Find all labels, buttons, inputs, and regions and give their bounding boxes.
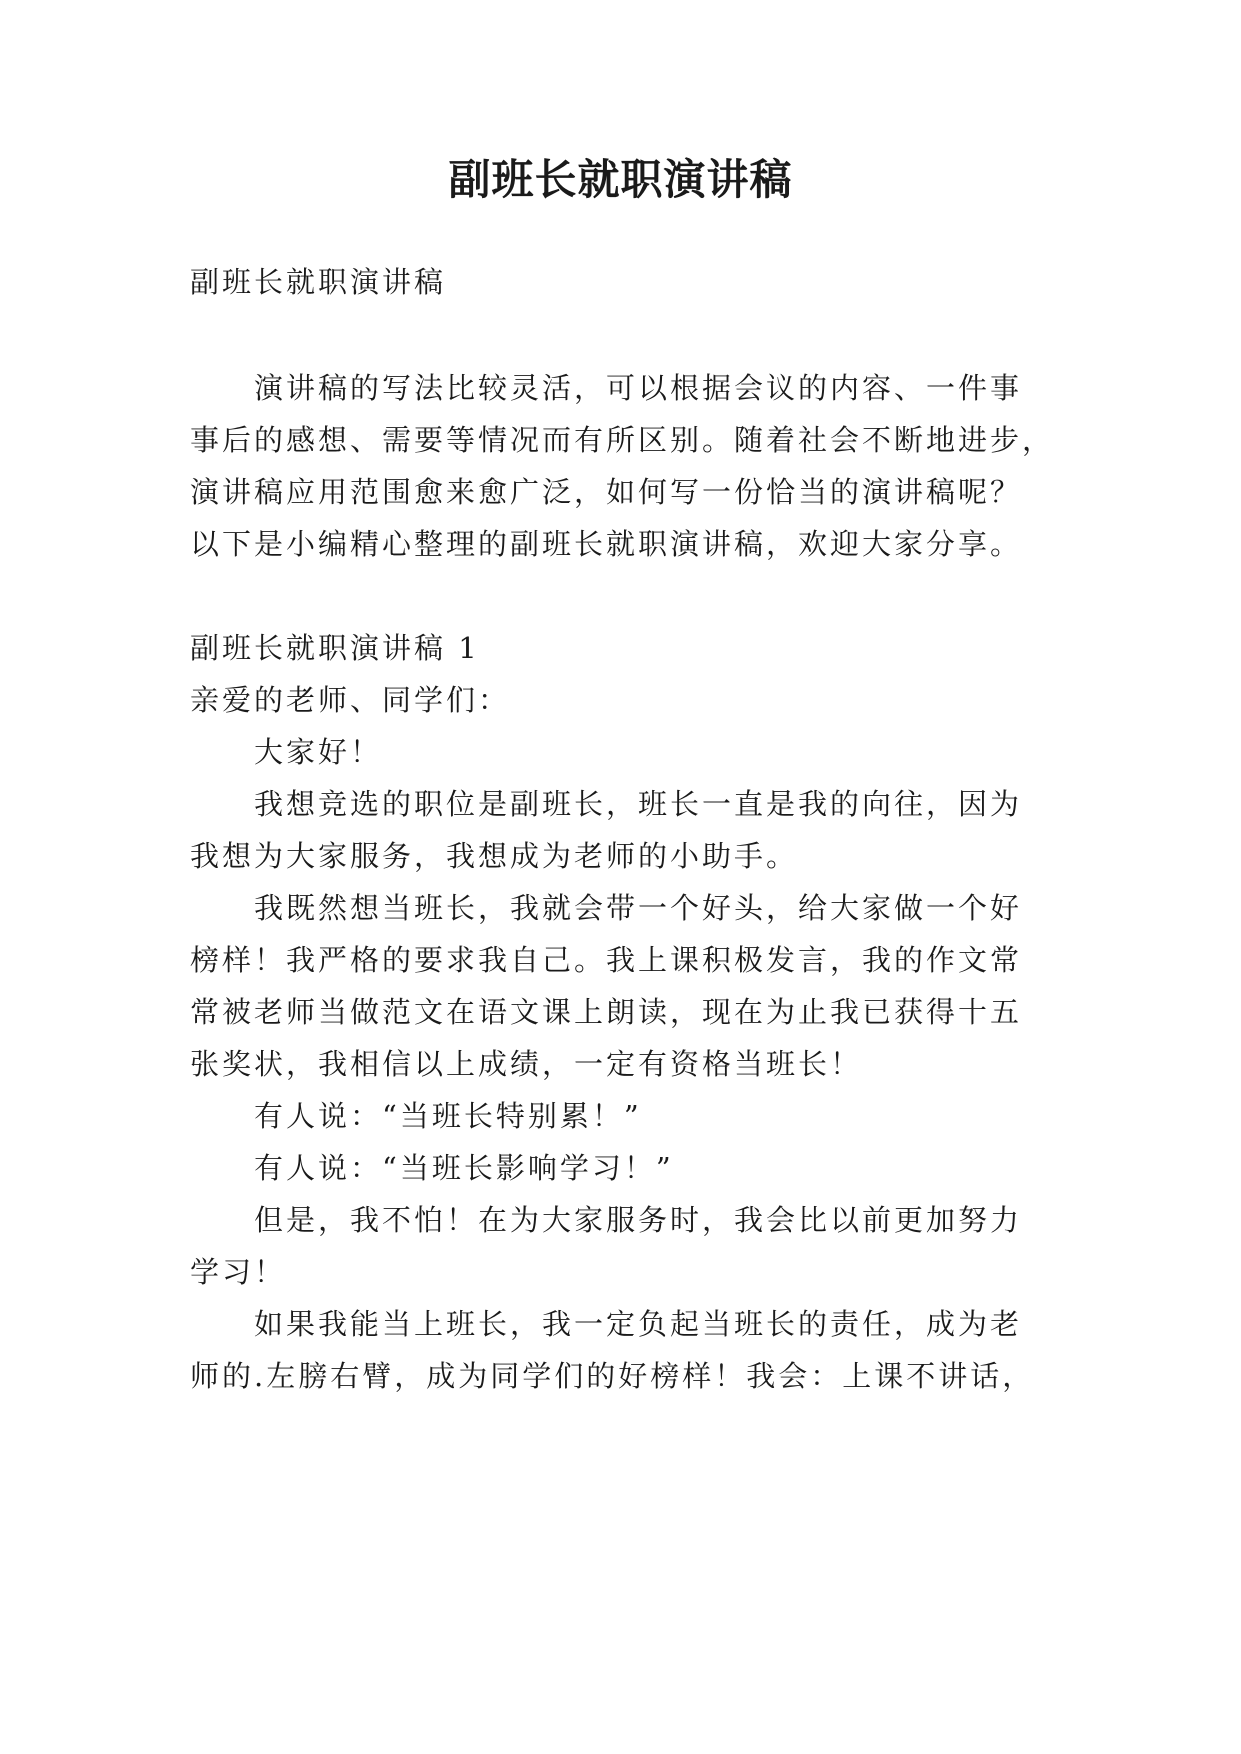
- body-line: 有人说：“当班长影响学习！”: [254, 1151, 674, 1185]
- body-line: 大家好！: [254, 735, 383, 769]
- intro-line: 事后的感想、需要等情况而有所区别。随着社会不断地进步，: [190, 423, 1055, 457]
- body-line: 榜样！我严格的要求我自己。我上课积极发言，我的作文常: [190, 943, 1023, 977]
- intro-line: 演讲稿应用范围愈来愈广泛，如何写一份恰当的演讲稿呢？: [190, 475, 1023, 509]
- body-line: 我想为大家服务，我想成为老师的小助手。: [190, 839, 799, 873]
- section-heading: 副班长就职演讲稿 1: [190, 631, 480, 665]
- body-line: 常被老师当做范文在语文课上朗读，现在为止我已获得十五: [190, 995, 1023, 1029]
- body-line: 如果我能当上班长，我一定负起当班长的责任，成为老: [254, 1307, 1023, 1341]
- body-line: 有人说：“当班长特别累！”: [254, 1099, 642, 1133]
- body-line: 但是，我不怕！在为大家服务时，我会比以前更加努力: [254, 1203, 1023, 1237]
- body-line: 学习！: [190, 1255, 287, 1289]
- salutation: 亲爱的老师、同学们：: [190, 683, 511, 717]
- body-line: 我既然想当班长，我就会带一个好头，给大家做一个好: [254, 891, 1023, 925]
- document-title: 副班长就职演讲稿: [448, 155, 793, 204]
- body-line: 师的.左膀右臂，成为同学们的好榜样！我会：上课不讲话，: [190, 1359, 1035, 1393]
- body-line: 张奖状，我相信以上成绩，一定有资格当班长！: [190, 1047, 863, 1081]
- intro-line: 以下是小编精心整理的副班长就职演讲稿，欢迎大家分享。: [190, 527, 1023, 561]
- intro-line: 演讲稿的写法比较灵活，可以根据会议的内容、一件事: [254, 371, 1023, 405]
- document-subtitle: 副班长就职演讲稿: [190, 265, 447, 299]
- body-line: 我想竞选的职位是副班长，班长一直是我的向往，因为: [254, 787, 1023, 821]
